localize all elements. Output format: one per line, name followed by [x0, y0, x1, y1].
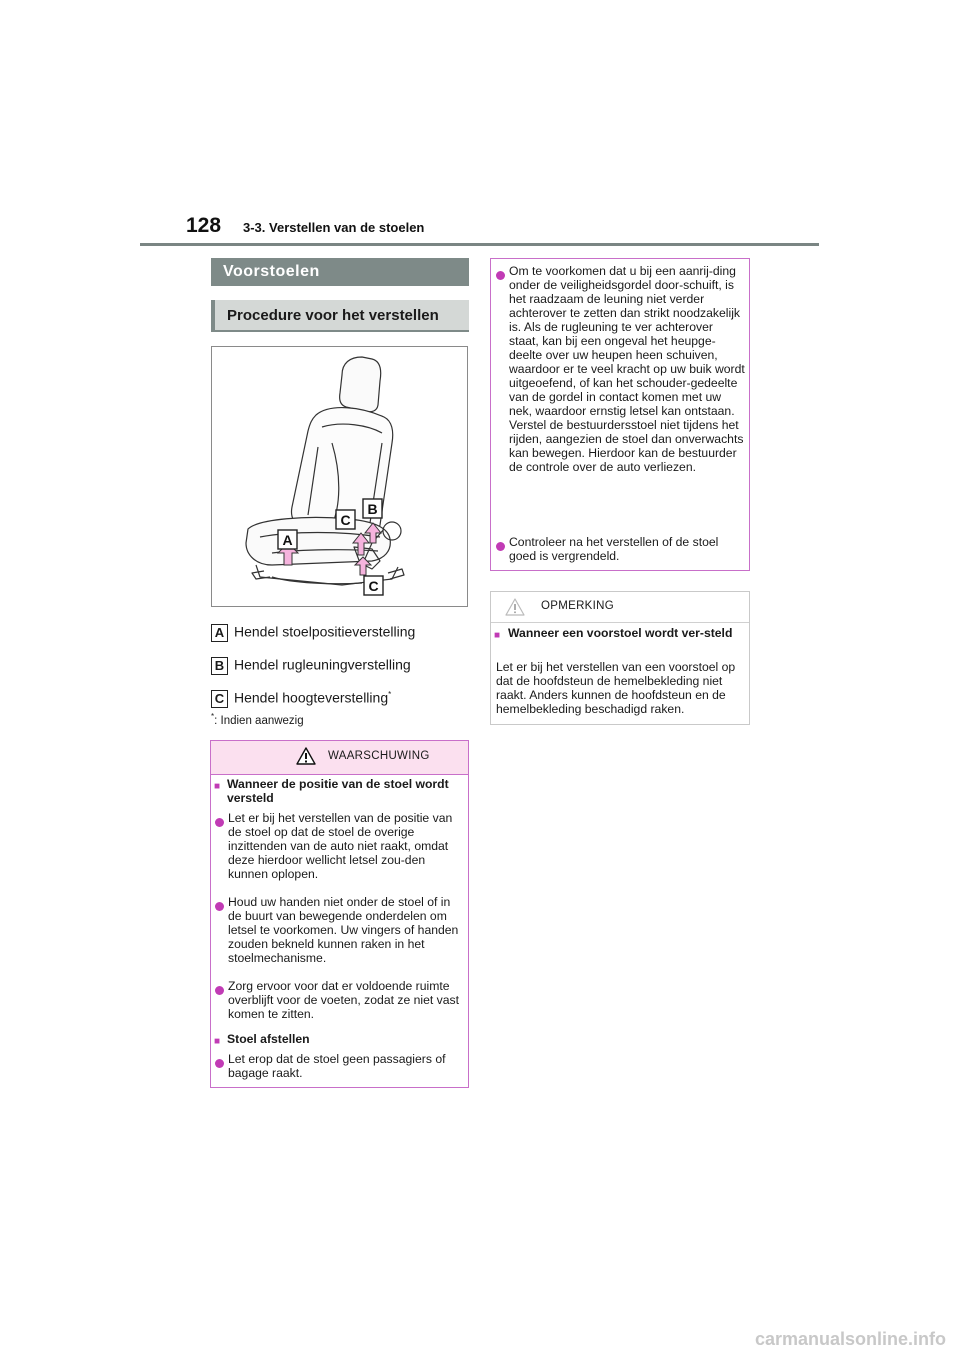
watermark: carmanualsonline.info: [754, 1329, 946, 1349]
chapter-title: 3-3. Verstellen van de stoelen: [243, 220, 425, 235]
page-number: 128: [186, 214, 222, 237]
note-text: Let er bij het verstellen van een voorstoel op dat de hoofdsteun de hemelbekleding niet raakt. Anders kunnen de hoofdsteun en de hemelbekleding beschadigd raken.: [496, 660, 736, 716]
bullet-circle-icon: [496, 267, 505, 285]
warning-bullet-4: Let erop dat de stoel geen passagiers of bagage raakt.: [228, 1052, 446, 1080]
legend-asterisk: *: [388, 690, 392, 699]
legend-item-a: [211, 620, 415, 638]
footnote: [211, 712, 304, 727]
legend-letter: C: [211, 690, 228, 708]
bullet-circle-icon: [215, 898, 224, 916]
header-divider: [140, 243, 819, 246]
warning-heading-1-text: Wanneer de positie van de stoel wordt versteld: [227, 777, 449, 805]
right-warning-bullet-1: Om te voorkomen dat u bij een aanrij-ding onder de veiligheidsgordel door-schuift, is het raadzaam de leuning niet verder achterover te zetten dan strikt noodzakelijk is. Als de rugleuning te ver achterover staat, kan bij een ongeval het heupge-deelte over uw heupen heen schuiven, waardoor er te veel kracht op uw buik wordt uitgeoefend, of kan het schouder-gedeelte van de gordel in contact komen met uw nek, waardoor ernstig letsel kan ontstaan. Verstel de bestuurdersstoel niet tijdens het rijden, aangezien de stoel dan onverwachts kan bewegen. Hierdoor kan de bestuurder de controle over de auto verliezen.: [509, 264, 745, 474]
legend-item-b: [211, 653, 411, 671]
legend-text: Hendel hoogteverstelling: [234, 689, 389, 706]
warning-heading-2-text: Stoel afstellen: [227, 1032, 310, 1046]
square-marker-icon: ■: [214, 1036, 221, 1047]
footnote-text: : Indien aanwezig: [214, 714, 304, 727]
note-heading: Wanneer een voorstoel wordt ver-steld: [508, 626, 733, 640]
seat-drawing: [212, 347, 467, 606]
warning-triangle-icon: [296, 747, 316, 765]
warning-continued-box: [490, 258, 750, 571]
legend-item-c: [211, 686, 391, 704]
footnote-mark: *: [211, 712, 215, 721]
warning-bullet-1: Let er bij het verstellen van de positie van de stoel op dat de stoel de overige inzittenden van de auto niet raakt, omdat deze hierdoor wellicht letsel zou-den kunnen oplopen.: [228, 811, 453, 881]
legend-text: Hendel rugleuningverstelling: [234, 656, 411, 673]
warning-heading-2-marker: [214, 1033, 223, 1049]
subsection-title: Procedure voor het verstellen: [211, 300, 469, 332]
square-marker-icon: ■: [214, 781, 221, 792]
note-box: [490, 591, 750, 725]
right-warning-bullet-2: Controleer na het verstellen of de stoel goed is vergrendeld.: [509, 535, 719, 563]
note-heading-marker: [494, 627, 503, 643]
legend-letter: B: [211, 657, 228, 675]
bullet-circle-icon: [215, 1055, 224, 1073]
warning-bullet-2: Houd uw handen niet onder de stoel of in de buurt van bewegende onderdelen om letsel te voorkomen. Uw vingers of handen zouden bekneld kunnen raken in het stoelmechanisme.: [228, 895, 459, 965]
seat-illustration: [211, 346, 468, 607]
figure-label-a: A: [282, 532, 293, 548]
note-title: OPMERKING: [541, 600, 614, 612]
note-header: [491, 592, 749, 623]
caution-triangle-icon: [505, 598, 525, 616]
warning-box: [210, 740, 469, 1088]
legend-text: Hendel stoelpositieverstelling: [234, 623, 416, 640]
warning-title: WAARSCHUWING: [328, 750, 430, 762]
figure-label-c-upper: C: [340, 512, 351, 528]
figure-label-b: B: [367, 501, 378, 517]
square-marker-icon: ■: [494, 630, 501, 641]
warning-bullet-3: Zorg ervoor voor dat er voldoende ruimte overblijft voor de voeten, zodat ze niet vast komen te zitten.: [228, 979, 460, 1021]
bullet-circle-icon: [215, 982, 224, 1000]
section-title: Voorstoelen: [211, 258, 469, 286]
bullet-circle-icon: [215, 814, 224, 832]
warning-header: [211, 741, 468, 775]
legend-letter: A: [211, 624, 228, 642]
bullet-circle-icon: [496, 538, 505, 556]
figure-label-c-lower: C: [368, 578, 379, 594]
